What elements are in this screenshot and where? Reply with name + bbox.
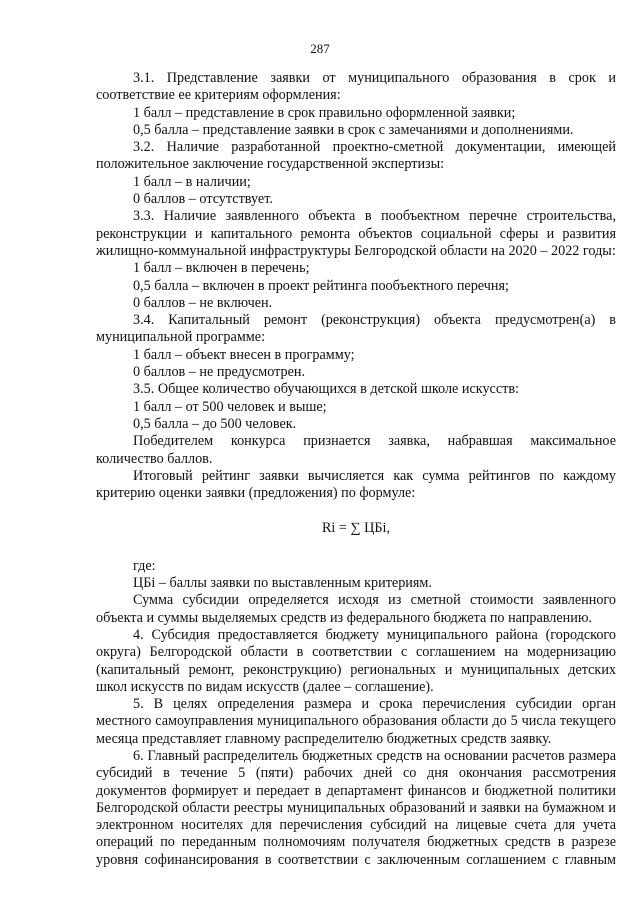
paragraph-pcb: ЦБi – баллы заявки по выставленным критериям. (133, 575, 432, 592)
paragraph-p33b: 0,5 балла – включен в проект рейтинга пообъектного перечня; (133, 277, 509, 294)
paragraph-p6: 6. Главный распределитель бюджетных средств на основании расчетов размера субсидий в течение 5 (пяти) рабочих дней со дня окончания рассмотрения документов формирует и передает в департамент финансов и бюджетной политики Белгородской области реестры муниципальных образований и заявки на бумажном и электронном носителях для перечисления субсидий на лицевые счета для учета операций по переданным полномочиям получателя бюджетных средств в разрезе уровня софинансирования в соответствии с заключенным соглашением с главным (96, 747, 616, 868)
paragraph-p35: 3.5. Общее количество обучающихся в детской школе искусств: (133, 381, 519, 398)
paragraph-p32a: 1 балл – в наличии; (133, 173, 251, 190)
paragraph-prat: Итоговый рейтинг заявки вычисляется как сумма рейтингов по каждому критерию оценки заявки (предложения) по формуле: (96, 467, 616, 502)
paragraph-pwin: Победителем конкурса признается заявка, набравшая максимальное количество баллов. (96, 433, 616, 467)
paragraph-p33a: 1 балл – включен в перечень; (133, 260, 310, 277)
paragraph-p33: 3.3. Наличие заявленного объекта в пообъектном перечне строительства, реконструкции и капитального ремонта объектов социальной сферы и развития жилищно-коммунальной инфраструктуры Белгородской области на 2020 – 2022 годы: (96, 208, 616, 259)
paragraph-p31: 3.1. Представление заявки от муниципального образования в срок и соответствие ее критериям оформления: (96, 70, 616, 104)
paragraph-p5: 5. В целях определения размера и срока перечисления субсидии орган местного самоуправления муниципального образования области до 5 числа текущего месяца представляет главному распределителю бюджетных средств заявку. (96, 696, 616, 747)
paragraph-p32b: 0 баллов – отсутствует. (133, 191, 273, 208)
criteria-section (96, 70, 616, 502)
paragraph-p4: 4. Субсидия предоставляется бюджету муниципального района (городского округа) Белгородской области в соответствии с соглашением на модернизацию (капитальный ремонт, реконструкцию) региональных и муниципальных детских школ искусств по видам искусств (далее – соглашение). (96, 626, 616, 695)
paragraph-p31b: 0,5 балла – представление заявки в срок с замечаниями и дополнениями. (133, 121, 574, 138)
page-number: 287 (310, 41, 330, 56)
paragraph-pwhere: где: (133, 557, 156, 574)
paragraph-p35b: 0,5 балла – до 500 человек. (133, 415, 297, 432)
paragraph-p33c: 0 баллов – не включен. (133, 294, 273, 311)
paragraph-p35a: 1 балл – от 500 человек и выше; (133, 398, 327, 415)
subsidy-section (96, 558, 616, 869)
paragraph-p31a: 1 балл – представление в срок правильно оформленной заявки; (133, 104, 516, 121)
paragraph-p34: 3.4. Капитальный ремонт (реконструкция) объекта предусмотрен(а) в муниципальной программе: (96, 312, 616, 346)
paragraph-p32: 3.2. Наличие разработанной проектно-сметной документации, имеющей положительное заключение государственной экспертизы: (96, 139, 616, 173)
rating-formula: Ri = ∑ ЦБi, (321, 520, 391, 537)
paragraph-psum: Сумма субсидии определяется исходя из сметной стоимости заявленного объекта и суммы выделяемых средств из федерального бюджета по направлению. (96, 592, 616, 626)
paragraph-p34a: 1 балл – объект внесен в программу; (133, 346, 355, 363)
paragraph-p34b: 0 баллов – не предусмотрен. (133, 364, 306, 381)
document-body (96, 70, 616, 869)
